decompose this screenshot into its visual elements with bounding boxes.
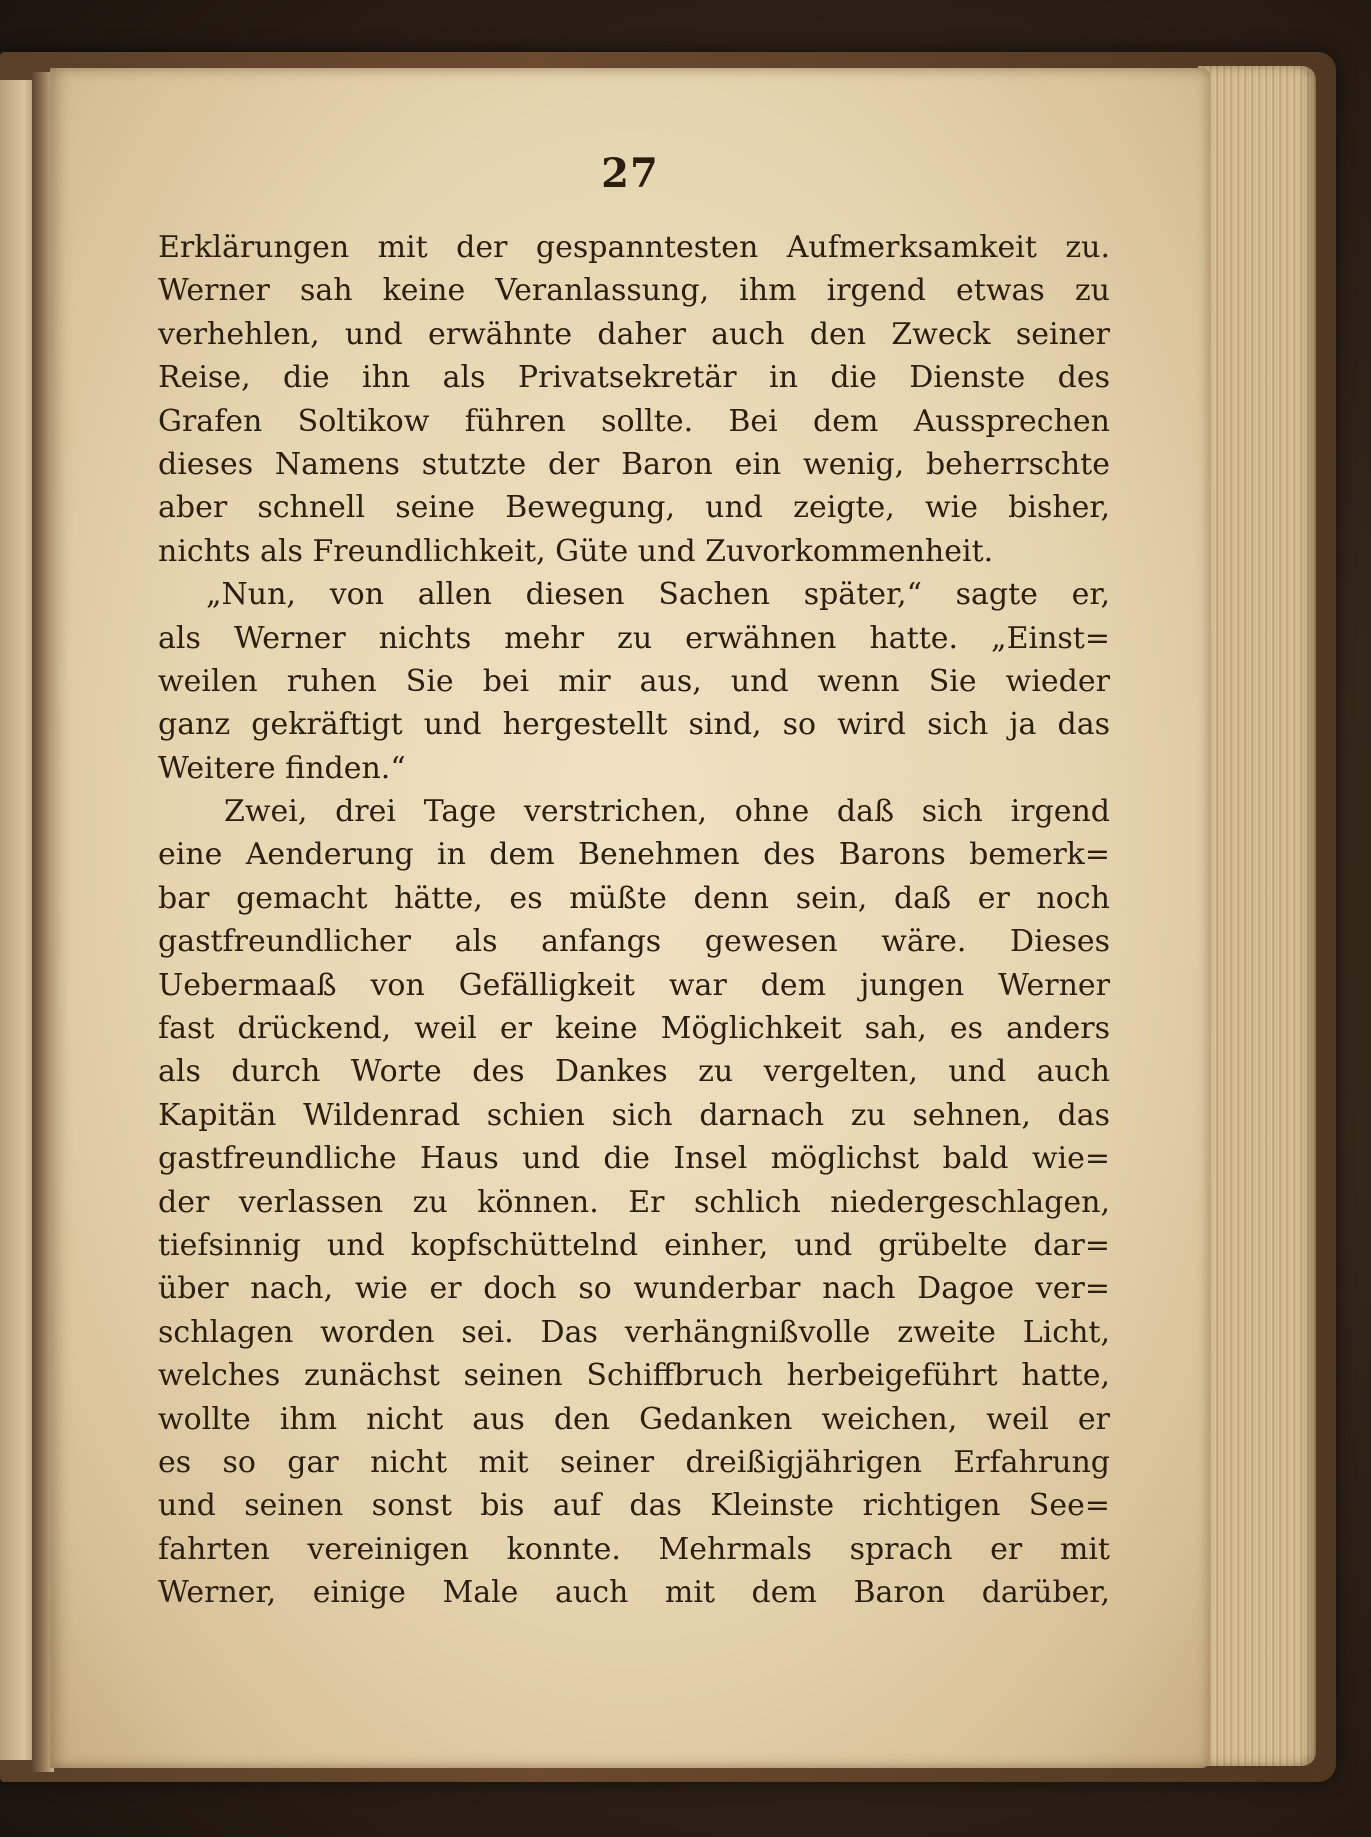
text-line: fast drückend, weil er keine Möglichkeit sah, es anders xyxy=(158,1011,1110,1047)
text-line: als Werner nichts mehr zu erwähnen hatte. „Einst= xyxy=(158,620,1110,656)
text-line: wollte ihm nicht aus den Gedanken weichen, weil er xyxy=(158,1401,1110,1437)
text-line: gastfreundliche Haus und die Insel möglichst bald wie= xyxy=(158,1141,1110,1177)
text-line: Erklärungen mit der gespanntesten Aufmerksamkeit zu. xyxy=(158,230,1110,265)
text-line: Zwei, drei Tage verstrichen, ohne daß sich irgend xyxy=(224,794,1110,830)
text-line: tiefsinnig und kopfschüttelnd einher, und grübelte dar= xyxy=(158,1227,1110,1263)
text-line: „Nun, von allen diesen Sachen später,“ sagte er, xyxy=(206,577,1110,613)
page-number: 27 xyxy=(601,150,659,197)
text-line: eine Aenderung in dem Benehmen des Barons bemerk= xyxy=(158,837,1110,873)
text-line: es so gar nicht mit seiner dreißigjährigen Erfahrung xyxy=(158,1444,1110,1480)
text-line: Reise, die ihn als Privatsekretär in die Dienste des xyxy=(158,360,1110,396)
text-line: Weitere finden.“ xyxy=(158,750,406,786)
text-line: aber schnell seine Bewegung, und zeigte, wie bisher, xyxy=(158,490,1110,526)
text-line: bar gemacht hätte, es müßte denn sein, daß er noch xyxy=(158,880,1110,916)
text-line: als durch Worte des Dankes zu vergelten, und auch xyxy=(158,1054,1110,1090)
text-line: Kapitän Wildenrad schien sich darnach zu sehnen, das xyxy=(158,1097,1110,1133)
text-line: Grafen Soltikow führen sollte. Bei dem Aussprechen xyxy=(158,403,1110,439)
book-page xyxy=(50,68,1210,1768)
text-line: der verlassen zu können. Er schlich niedergeschlagen, xyxy=(158,1184,1110,1220)
text-line: welches zunächst seinen Schiffbruch herbeigeführt hatte, xyxy=(158,1358,1110,1394)
text-line: Uebermaaß von Gefälligkeit war dem jungen Werner xyxy=(158,967,1110,1003)
page-text xyxy=(158,226,1110,1615)
text-line: dieses Namens stutzte der Baron ein wenig, beherrschte xyxy=(158,446,1110,482)
text-line: und seinen sonst bis auf das Kleinste richtigen See= xyxy=(158,1488,1110,1524)
text-line: ganz gekräftigt und hergestellt sind, so wird sich ja das xyxy=(158,707,1110,743)
text-line: nichts als Freundlichkeit, Güte und Zuvorkommenheit. xyxy=(158,533,994,569)
text-line: Werner, einige Male auch mit dem Baron darüber, xyxy=(158,1575,1110,1611)
text-line: Werner sah keine Veranlassung, ihm irgend etwas zu xyxy=(158,273,1110,309)
page-edges xyxy=(1198,66,1316,1766)
text-line: schlagen worden sei. Das verhängnißvolle zweite Licht, xyxy=(158,1314,1110,1350)
text-line: gastfreundlicher als anfangs gewesen wäre. Dieses xyxy=(158,924,1110,960)
text-line: verhehlen, und erwähnte daher auch den Zweck seiner xyxy=(158,316,1110,352)
text-line: weilen ruhen Sie bei mir aus, und wenn Sie wieder xyxy=(158,663,1110,699)
text-line: über nach, wie er doch so wunderbar nach Dagoe ver= xyxy=(158,1271,1110,1307)
text-line: fahrten vereinigen konnte. Mehrmals sprach er mit xyxy=(158,1531,1110,1567)
